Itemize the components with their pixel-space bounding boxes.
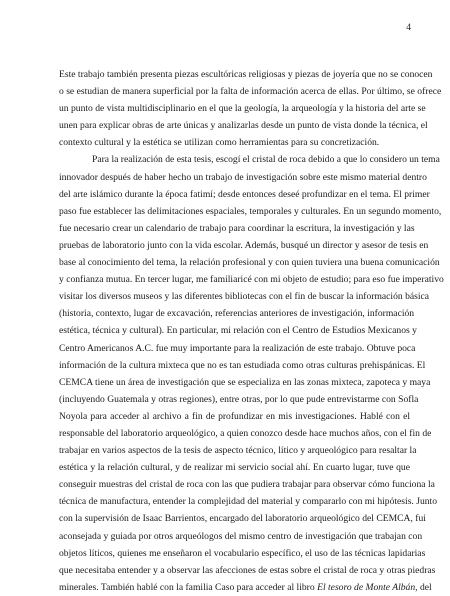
- text-line: del arte islámico durante la época fatimí; desde entonces deseé profundizar en el tema. El primer: [59, 188, 430, 200]
- text-line: (historia, contexto, lugar de excavación, referencias anteriores de investigación, información: [59, 308, 415, 320]
- text-line-start: minerales. También hablé con la familia Caso para acceder al libro: [59, 581, 315, 593]
- text-line: fue necesario crear un calendario de trabajo para coordinar la escritura, la investigación y las: [59, 222, 415, 234]
- page-number: 4: [406, 22, 411, 33]
- text-line: o se estudian de manera superficial por la falta de información acerca de ellas. Por último, se ofrece: [59, 86, 442, 98]
- text-line: pruebas de laboratorio junto con la vida escolar. Además, busqué un director y asesor de tesis en: [59, 239, 429, 251]
- text-line: responsable del laboratorio arqueológico, a quien conozco desde hace muchos años, con el fin de: [59, 427, 432, 439]
- text-line: Para la realización de esta tesis, escogí el cristal de roca debido a que lo considero un tema: [92, 154, 440, 166]
- paragraph-1: [59, 66, 442, 151]
- text-line: Este trabajo también presenta piezas escultóricas religiosas y piezas de joyería que no se conocen: [59, 69, 433, 80]
- text-line: base al conocimiento del tema, la relación profesional y con quien tuviera una buena comunicación: [59, 257, 440, 269]
- text-line: y confianza mutua. En tercer lugar, me familiaricé con mi objeto de estudio; para eso fue imperativo: [59, 274, 444, 286]
- text-line: paso fue establecer las delimitaciones espaciales, temporales y culturales. En un segundo momento,: [59, 205, 442, 217]
- text-line: estética, técnica y cultural). En particular, mi relación con el Centro de Estudios Mexicanos y: [59, 325, 417, 337]
- text-line: visitar los diversos museos y las diferentes bibliotecas con el fin de buscar la información básica: [59, 291, 430, 303]
- text-line: objetos líticos, quienes me enseñaron el vocabulario específico, el uso de las técnicas lapidarias: [59, 547, 426, 559]
- text-line: Noyola para acceder al archivo a fin de profundizar en mis investigaciones. Hablé con el: [59, 410, 410, 422]
- text-line: Centro Americanos A.C. fue muy importante para la realización de este trabajo. Obtuve poca: [59, 342, 416, 354]
- text-line: contexto cultural y la estética se utilizan como herramientas para su concretización.: [59, 137, 380, 149]
- text-line: un punto de vista multidisciplinario en el que la geología, la arqueología y la historia del arte se: [59, 103, 426, 115]
- text-line: aconsejada y guiada por otros arqueólogos del mismo centro de investigación que trabajan con: [59, 530, 423, 542]
- text-line-end: del: [419, 581, 432, 593]
- paragraph-2: [59, 151, 444, 595]
- text-line: conseguir muestras del cristal de roca con las que pudiera trabajar para observar cómo funciona la: [59, 479, 435, 491]
- text-line: estética y la relación cultural, y de realizar mi servicio social ahí. En cuarto lugar, tuve que: [59, 462, 410, 474]
- text-line: trabajar en varios aspectos de la tesis de aspecto técnico, lítico y arqueológico para resaltar la: [59, 445, 417, 457]
- text-line: unen para explicar obras de arte únicas y analizarlas desde un punto de vista donde la técnica, el: [59, 120, 428, 132]
- text-line: innovador después de haber hecho un trabajo de investigación sobre este mismo material dentro: [59, 171, 427, 183]
- book-title: El tesoro de Monte Albán,: [317, 581, 418, 593]
- text-line: información de la cultura mixteca que no es tan estudiada como otras culturas prehispánicas. El: [59, 359, 426, 371]
- text-line: (incluyendo Guatemala y otras regiones), entre otras, por lo que pude entrevistarme con Sofla: [59, 393, 419, 405]
- text-line: CEMCA tiene un área de investigación que se especializa en las zonas mixteca, zapoteca y maya: [59, 376, 431, 388]
- text-line: que necesitaba entender y a observar las afecciones de estas sobre el cristal de roca y otras piedras: [59, 564, 436, 576]
- body-text: [59, 66, 444, 596]
- text-line: con la supervisión de Isaac Barrientos, encargado del laboratorio arqueológico del CEMCA, fui: [59, 513, 426, 525]
- text-line: técnica de manufactura, entender la complejidad del material y compararlo con mi hipótesis. Junto: [59, 496, 438, 508]
- text-line-last: [59, 579, 432, 596]
